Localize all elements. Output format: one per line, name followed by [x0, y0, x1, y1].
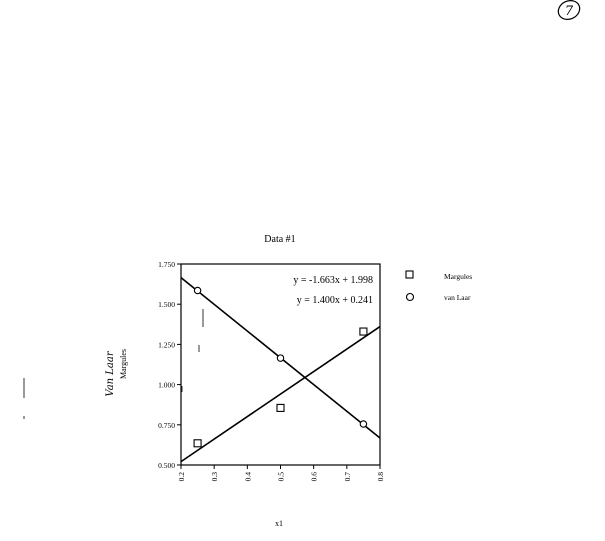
x-tick-label: 0.5: [276, 472, 286, 482]
y-tick-label: 1.250: [158, 340, 175, 350]
y-tick-label: 0.750: [158, 420, 175, 430]
equation-margules: y = 1.400x + 0.241: [296, 295, 373, 306]
legend-van-laar-label: van Laar: [444, 293, 471, 302]
page-number-mark: [555, 0, 583, 23]
x-tick-label: 0.7: [342, 472, 352, 482]
x-tick-label: 0.8: [376, 472, 385, 482]
handwritten-van-laar: Van Laar: [105, 351, 116, 397]
fit-line-margules: [181, 327, 380, 462]
y-tick-label: 1.750: [158, 260, 175, 269]
data-point-van-laar: [194, 287, 200, 293]
x-tick-label: 0.2: [177, 472, 186, 482]
x-tick-label: 0.6: [309, 472, 319, 482]
axis-ticks: [158, 260, 385, 481]
y-tick-label: 0.500: [158, 461, 175, 470]
legend-van-laar-marker: [407, 294, 414, 301]
legend: [406, 271, 472, 302]
y-tick-label: 1.000: [158, 380, 175, 390]
legend-margules-label: Margules: [444, 272, 473, 281]
y-axis-label: Margules: [119, 348, 128, 380]
chart-title: Data #1: [264, 234, 296, 245]
data-markers: [194, 287, 367, 446]
data-point-van-laar: [360, 421, 366, 427]
x-axis-label: x1: [275, 519, 283, 528]
data-point-margules: [277, 404, 284, 411]
x-tick-label: 0.4: [243, 472, 253, 482]
x-tick-label: 0.3: [210, 472, 220, 482]
y-tick-label: 1.500: [158, 300, 175, 310]
data-point-margules: [194, 440, 201, 447]
svg-text:7: 7: [564, 4, 574, 19]
data-point-van-laar: [277, 355, 283, 361]
data-point-margules: [360, 328, 367, 335]
legend-margules-marker: [406, 271, 413, 278]
equation-van-laar: y = -1.663x + 1.998: [293, 275, 373, 286]
